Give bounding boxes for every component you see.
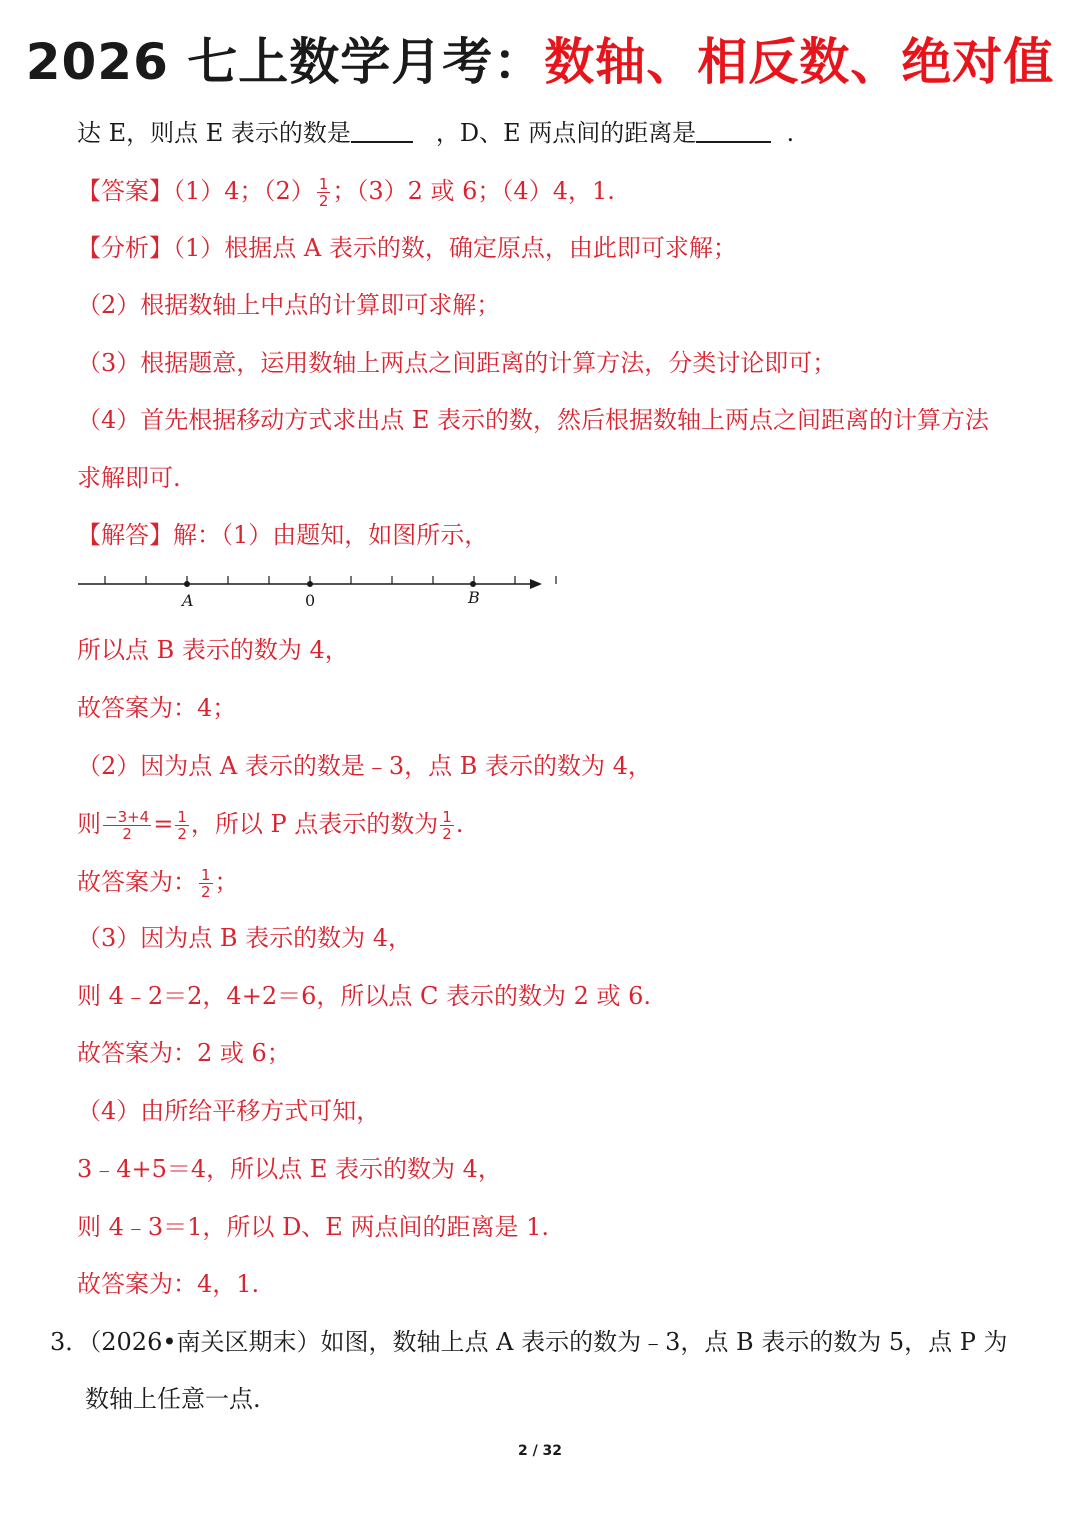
answer-blank-2 bbox=[696, 119, 771, 143]
fraction-denominator: 2 bbox=[122, 825, 132, 843]
prev-text-b: ，D、E 两点间的距离是 bbox=[435, 119, 697, 147]
solution-s3: （2）因为点 A 表示的数是﹣3，点 B 表示的数为 4， bbox=[77, 752, 652, 780]
title-red: 数轴、相反数、绝对值 bbox=[544, 33, 1055, 91]
prev-text-c: . bbox=[786, 119, 795, 147]
number-line-figure bbox=[70, 568, 560, 618]
s5-end: ； bbox=[214, 868, 239, 896]
answer-label: 【答案】 bbox=[77, 177, 173, 205]
fraction-denominator: 2 bbox=[442, 825, 452, 843]
fraction-denominator: 2 bbox=[201, 883, 211, 901]
fraction-denominator: 2 bbox=[177, 825, 187, 843]
previous-question-tail bbox=[77, 117, 794, 149]
solution-s5 bbox=[77, 866, 239, 900]
s4-middle: ，所以 P 点表示的数为 bbox=[190, 810, 439, 838]
point-b-label: B bbox=[468, 588, 480, 607]
question-3-line-2: 数轴上任意一点. bbox=[85, 1385, 261, 1413]
analysis-line-2: （2）根据数轴上中点的计算即可求解； bbox=[77, 291, 501, 319]
s4-fraction-3 bbox=[440, 809, 454, 842]
s4-equals: = bbox=[153, 810, 174, 838]
solution-s2: 故答案为：4； bbox=[77, 694, 237, 722]
solution-s4 bbox=[77, 808, 463, 842]
solution-s12: 故答案为：4，1. bbox=[77, 1270, 260, 1298]
point-b-dot bbox=[470, 581, 476, 587]
fraction-denominator: 2 bbox=[318, 192, 329, 210]
solution-s8: 故答案为：2 或 6； bbox=[77, 1039, 291, 1067]
solution-s7: 则 4﹣2＝2，4+2＝6，所以点 C 表示的数为 2 或 6. bbox=[77, 982, 652, 1010]
analysis-line-4: （4）首先根据移动方式求出点 E 表示的数，然后根据数轴上两点之间距离的计算方法 bbox=[77, 406, 990, 434]
point-a-label: A bbox=[182, 591, 194, 610]
page-number: 2 / 32 bbox=[517, 1443, 563, 1459]
answer-blank-1 bbox=[351, 119, 413, 143]
s4-prefix: 则 bbox=[77, 810, 101, 838]
number-line-ticks bbox=[105, 576, 556, 584]
fraction-numerator: 1 bbox=[201, 866, 211, 884]
solution-s10: 3﹣4+5＝4，所以点 E 表示的数为 4， bbox=[77, 1155, 502, 1183]
solution-s9: （4）由所给平移方式可知， bbox=[77, 1097, 381, 1125]
answer-line bbox=[77, 175, 615, 209]
title-black: 2026 七上数学月考： bbox=[25, 33, 545, 91]
prev-text-a: 达 E，则点 E 表示的数是 bbox=[77, 119, 351, 147]
fraction-numerator: 1 bbox=[442, 808, 452, 826]
fraction-numerator: 1 bbox=[177, 808, 187, 826]
origin-label: 0 bbox=[305, 591, 316, 610]
s4-fraction-1 bbox=[103, 809, 151, 842]
answer-part1: （1）4；（2） bbox=[173, 177, 315, 205]
s5-prefix: 故答案为： bbox=[77, 868, 197, 896]
s5-fraction bbox=[199, 867, 213, 900]
question-3-line-1: 3．（2026•南关区期末）如图，数轴上点 A 表示的数为﹣3，点 B 表示的数为 5，点 P 为 bbox=[50, 1328, 1008, 1356]
analysis-line-3: （3）根据题意，运用数轴上两点之间距离的计算方法，分类讨论即可； bbox=[77, 349, 837, 377]
number-line-arrow bbox=[530, 579, 542, 589]
s4-fraction-2 bbox=[175, 809, 189, 842]
answer-part2: ；（3）2 或 6；（4）4，1. bbox=[332, 177, 615, 205]
analysis-line-5: 求解即可. bbox=[77, 464, 181, 492]
fraction-numerator: 1 bbox=[318, 175, 329, 193]
origin-dot bbox=[307, 581, 313, 587]
s4-end: . bbox=[455, 810, 464, 838]
point-a-dot bbox=[184, 581, 190, 587]
solution-s6: （3）因为点 B 表示的数为 4， bbox=[77, 924, 413, 952]
solution-s11: 则 4﹣3＝1，所以 D、E 两点间的距离是 1. bbox=[77, 1213, 549, 1241]
answer-fraction bbox=[317, 176, 331, 209]
solution-s1: 所以点 B 表示的数为 4， bbox=[77, 636, 349, 664]
page-title bbox=[0, 22, 1080, 94]
solution-intro: 【解答】解：（1）由题知，如图所示， bbox=[77, 521, 489, 549]
analysis-line-1: 【分析】（1）根据点 A 表示的数，确定原点，由此即可求解； bbox=[77, 234, 737, 262]
fraction-numerator: −3+4 bbox=[105, 808, 150, 826]
